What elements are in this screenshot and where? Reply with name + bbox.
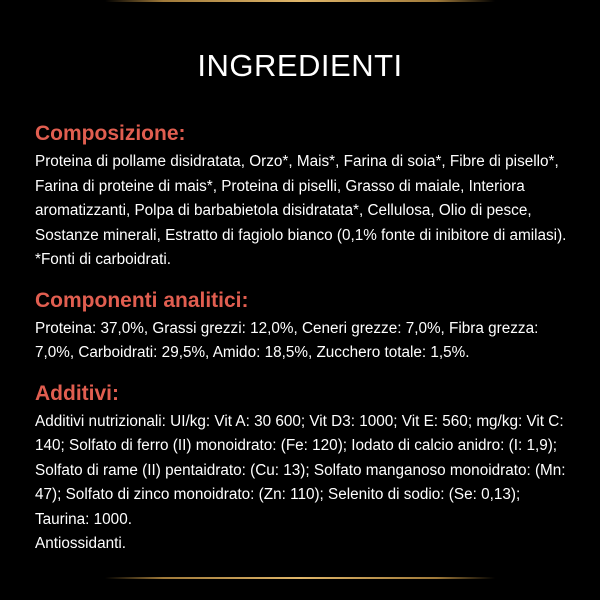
section-heading-composition: Composizione: (35, 122, 186, 145)
section-text-composition: Proteina di pollame disidratata, Orzo*, Mais*, Farina di soia*, Fibre di pisello*, Farina di proteine di mais*, Proteina di piselli, Grasso di maiale, Interiora aromatizzanti, Polpa di barbabietola disidratata*, Cellulosa, Olio di pesce, Sostanze minerali, Estratto di fagiolo bianco (0,1% fonte di inibitore di amilasi). *Fonti di carboidrati. (35, 153, 567, 268)
section-additives (35, 380, 575, 557)
section-heading-additives: Additivi: (35, 381, 119, 405)
section-text-analytical: Proteina: 37,0%, Grassi grezzi: 12,0%, Ceneri grezze: 7,0%, Fibra grezza: 7,0%, Carboidrati: 29,5%, Amido: 18,5%, Zucchero totale: 1,5%. (35, 319, 539, 361)
section-heading-analytical: Componenti analitici: (35, 288, 249, 312)
section-composition (35, 120, 575, 273)
page-title: INGREDIENTI (197, 48, 403, 83)
section-text-antioxidants: Antiossidanti. (35, 535, 126, 552)
ingredients-content (35, 120, 575, 571)
bottom-gold-rule (105, 577, 495, 579)
section-text-additives: Additivi nutrizionali: UI/kg: Vit A: 30 600; Vit D3: 1000; Vit E: 560; mg/kg: Vit C: 140; Solfato di ferro (II) monoidrato: (Fe: 120); Iodato di calcio anidro: (I: 1,9); Solfato di rame (II) pentaidrato: (Cu: 13); Solfato manganoso monoidrato: (Mn: 47); Solfato di zinco monoidrato: (Zn: 110); Selenito di sodio: (Se: 0,13); Taurina: 1000. (35, 412, 566, 528)
section-analytical (35, 287, 575, 366)
top-gold-rule (105, 0, 495, 2)
